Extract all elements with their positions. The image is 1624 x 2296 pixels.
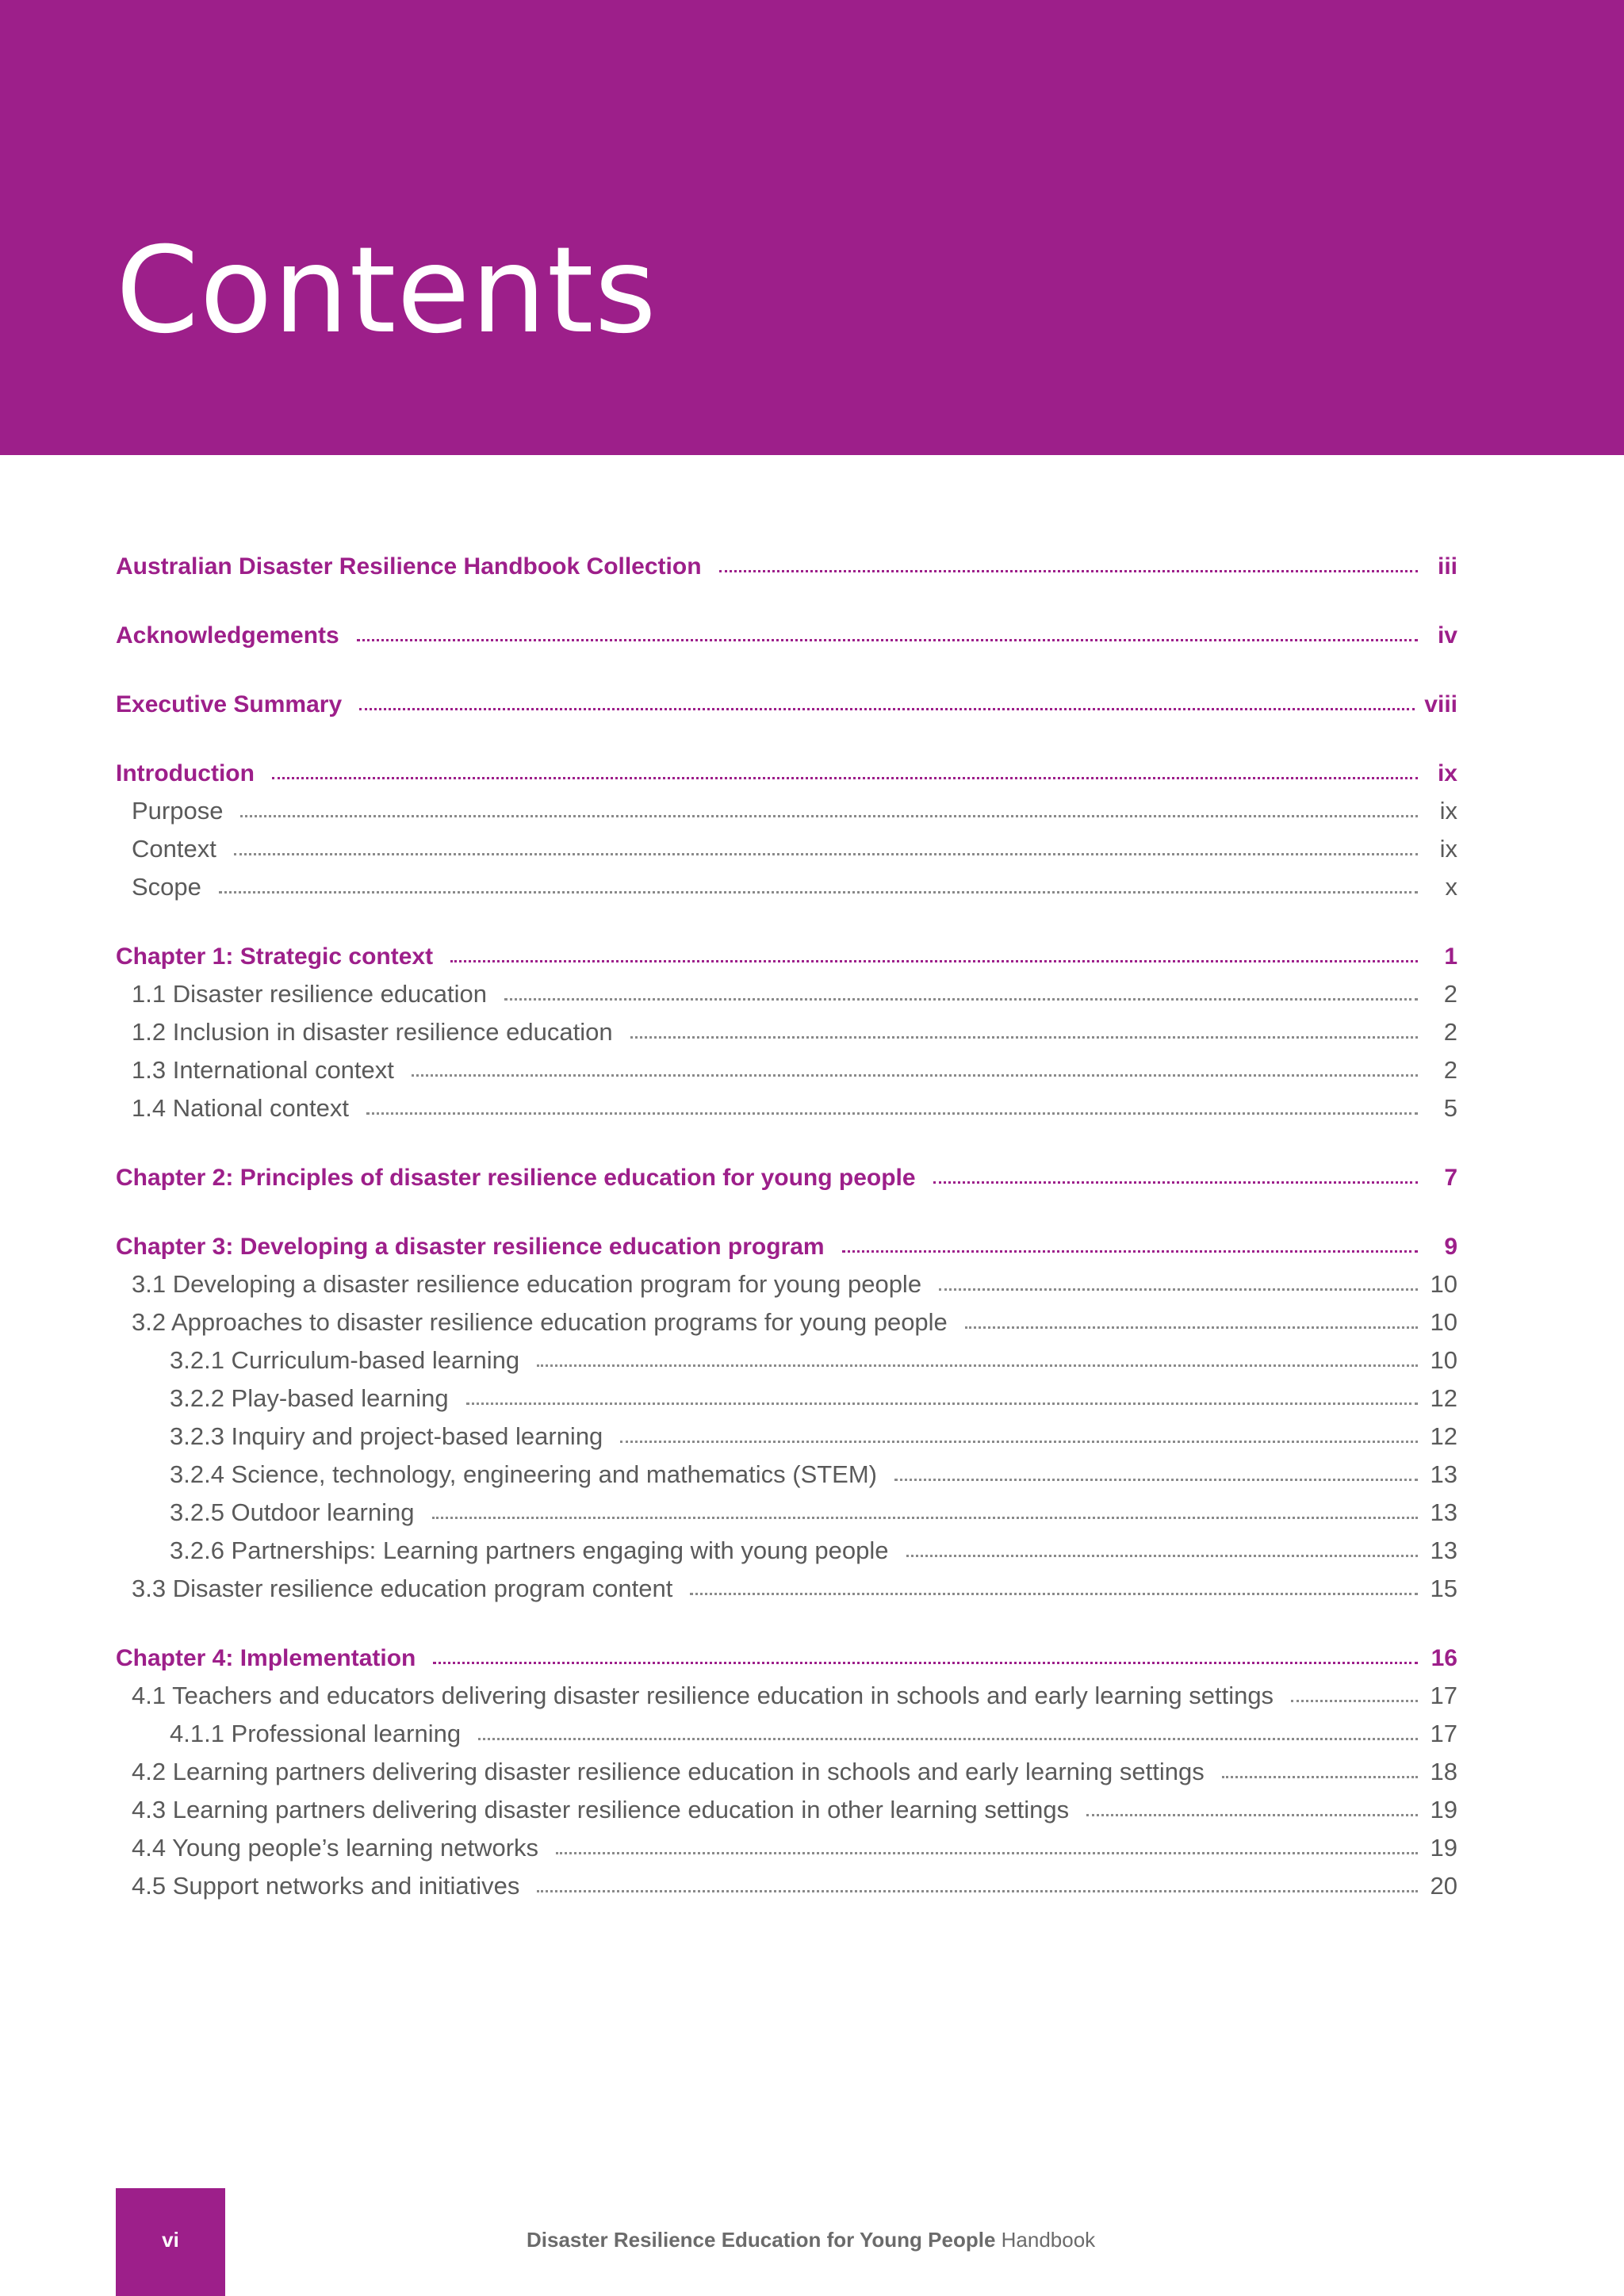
- toc-entry-page: x: [1445, 873, 1457, 901]
- toc-entry-label: Australian Disaster Resilience Handbook Collection: [116, 553, 702, 580]
- toc-entry-label: 3.2.6 Partnerships: Learning partners engaging with young people: [170, 1536, 889, 1564]
- toc-entry[interactable]: [116, 1748, 1457, 1786]
- toc-entry[interactable]: [116, 970, 1457, 1008]
- toc-dot-leader: [556, 1852, 1418, 1854]
- toc-entry-label: 1.1 Disaster resilience education: [132, 980, 488, 1008]
- toc-entry-page: 9: [1444, 1234, 1457, 1260]
- toc-dot-leader: [357, 639, 1418, 641]
- toc-dot-leader: [894, 1479, 1418, 1481]
- toc-dot-leader: [842, 1250, 1418, 1253]
- toc-entry-page: 19: [1430, 1796, 1457, 1823]
- toc-entry[interactable]: [116, 863, 1457, 901]
- toc-entry-page: ix: [1437, 760, 1457, 786]
- toc-entry-label: 1.4 National context: [132, 1094, 350, 1122]
- toc-dot-leader: [433, 1662, 1418, 1664]
- toc-dot-leader: [412, 1074, 1418, 1077]
- toc-dot-leader: [504, 998, 1418, 1001]
- toc-entry-label: 4.1 Teachers and educators delivering disaster resilience education in schools and early learning settings: [132, 1682, 1274, 1709]
- toc-entry[interactable]: [116, 1489, 1457, 1527]
- toc-entry[interactable]: [116, 1047, 1457, 1085]
- toc-entry-page: 17: [1430, 1720, 1457, 1747]
- toc-entry[interactable]: [116, 1085, 1457, 1123]
- toc-entry-label: Acknowledgements: [116, 622, 339, 649]
- toc-entry-label: 1.2 Inclusion in disaster resilience education: [132, 1018, 613, 1046]
- toc-entry[interactable]: [116, 1862, 1457, 1900]
- toc-dot-leader: [537, 1890, 1418, 1892]
- toc-dot-leader: [450, 960, 1418, 962]
- toc-entry-label: 4.1.1 Professional learning: [170, 1720, 462, 1747]
- toc-entry-page: iv: [1437, 622, 1457, 649]
- toc-entry-page: 15: [1430, 1575, 1457, 1602]
- toc-entry-page: 13: [1430, 1498, 1457, 1526]
- toc-entry[interactable]: [116, 1299, 1457, 1337]
- toc-entry-label: Context: [132, 835, 216, 863]
- header-band: [0, 0, 1624, 455]
- toc-entry[interactable]: [116, 787, 1457, 825]
- toc-entry-page: 13: [1430, 1460, 1457, 1488]
- toc-entry[interactable]: [116, 1261, 1457, 1299]
- toc-entry-page: viii: [1424, 691, 1457, 718]
- toc-entry-page: 13: [1430, 1536, 1457, 1564]
- toc-dot-leader: [1086, 1814, 1418, 1816]
- toc-entry-label: 4.3 Learning partners delivering disaster resilience education in other learning settings: [132, 1796, 1070, 1823]
- toc-section-entry[interactable]: [116, 611, 1457, 649]
- toc-entry-label: 3.2 Approaches to disaster resilience education programs for young people: [132, 1308, 948, 1336]
- toc-entry-label: 3.2.5 Outdoor learning: [170, 1498, 415, 1526]
- toc-entry-page: 10: [1430, 1346, 1457, 1374]
- footer-page-number: vi: [162, 2228, 179, 2252]
- toc-entry-page: 12: [1430, 1384, 1457, 1412]
- toc-dot-leader: [630, 1036, 1418, 1039]
- toc-entry-page: 10: [1430, 1270, 1457, 1298]
- toc-entry-page: 5: [1443, 1094, 1457, 1122]
- toc-dot-leader: [366, 1112, 1418, 1115]
- toc-entry-page: 12: [1430, 1422, 1457, 1450]
- toc-entry-label: 3.1 Developing a disaster resilience education program for young people: [132, 1270, 922, 1298]
- toc-entry[interactable]: [116, 1413, 1457, 1451]
- footer-title: [527, 2228, 1095, 2252]
- toc-dot-leader: [620, 1441, 1418, 1443]
- toc-entry-label: Purpose: [132, 797, 224, 825]
- toc-entry-page: iii: [1437, 553, 1457, 580]
- toc-entry-label: 4.4 Young people’s learning networks: [132, 1834, 539, 1862]
- toc-dot-leader: [359, 708, 1415, 710]
- toc-dot-leader: [466, 1402, 1418, 1405]
- toc-entry-label: 4.5 Support networks and initiatives: [132, 1872, 520, 1900]
- toc-entry[interactable]: [116, 825, 1457, 863]
- toc-entry-label: 3.2.1 Curriculum-based learning: [170, 1346, 520, 1374]
- toc-dot-leader: [965, 1326, 1418, 1329]
- toc-entry[interactable]: [116, 1527, 1457, 1565]
- toc-entry[interactable]: [116, 1337, 1457, 1375]
- toc-entry-label: 3.2.4 Science, technology, engineering and mathematics (STEM): [170, 1460, 878, 1488]
- page-title: Contents: [116, 222, 657, 360]
- toc-dot-leader: [478, 1738, 1418, 1740]
- footer-title-bold: Disaster Resilience Education for Young People: [527, 2228, 996, 2252]
- toc-entry-label: Executive Summary: [116, 691, 343, 718]
- toc-section-entry[interactable]: [116, 932, 1457, 970]
- toc-dot-leader: [690, 1593, 1418, 1595]
- toc-dot-leader: [432, 1517, 1419, 1519]
- toc-entry-label: Chapter 2: Principles of disaster resilience education for young people: [116, 1165, 916, 1191]
- toc-entry[interactable]: [116, 1786, 1457, 1824]
- toc-entry[interactable]: [116, 1375, 1457, 1413]
- toc-entry-page: ix: [1439, 835, 1457, 863]
- toc-entry-page: ix: [1439, 797, 1457, 825]
- toc-entry-label: Chapter 3: Developing a disaster resilience education program: [116, 1234, 825, 1260]
- toc-entry-page: 2: [1443, 1018, 1457, 1046]
- toc-section-entry[interactable]: [116, 1154, 1457, 1192]
- toc-entry[interactable]: [116, 1008, 1457, 1047]
- toc-entry-page: 1: [1444, 943, 1457, 970]
- toc-entry[interactable]: [116, 1710, 1457, 1748]
- toc-entry-label: Chapter 4: Implementation: [116, 1645, 416, 1671]
- toc-dot-leader: [906, 1555, 1418, 1557]
- toc-dot-leader: [234, 853, 1418, 855]
- toc-entry-page: 2: [1443, 1056, 1457, 1084]
- toc-dot-leader: [1291, 1700, 1418, 1702]
- toc-entry-label: Scope: [132, 873, 201, 901]
- toc-section-entry[interactable]: [116, 749, 1457, 787]
- toc-dot-leader: [219, 891, 1418, 894]
- toc-entry-page: 2: [1443, 980, 1457, 1008]
- toc-entry-label: Chapter 1: Strategic context: [116, 943, 434, 970]
- toc-entry-page: 18: [1430, 1758, 1457, 1785]
- toc-dot-leader: [537, 1364, 1418, 1367]
- toc-section-entry[interactable]: [116, 1223, 1457, 1261]
- toc-entry-label: Introduction: [116, 760, 255, 786]
- toc-entry[interactable]: [116, 1565, 1457, 1603]
- toc-entry-label: 4.2 Learning partners delivering disaster resilience education in schools and early learning settings: [132, 1758, 1205, 1785]
- toc-entry-page: 7: [1444, 1165, 1457, 1191]
- toc-dot-leader: [240, 815, 1418, 817]
- toc-section-entry[interactable]: [116, 680, 1457, 718]
- toc-entry-label: 1.3 International context: [132, 1056, 394, 1084]
- toc-entry-page: 16: [1431, 1645, 1457, 1671]
- footer-title-rest: Handbook: [995, 2228, 1096, 2252]
- toc-section-entry[interactable]: [116, 542, 1457, 580]
- toc-entry[interactable]: [116, 1672, 1457, 1710]
- toc-dot-leader: [272, 777, 1418, 779]
- toc-entry-label: 3.3 Disaster resilience education program content: [132, 1575, 673, 1602]
- toc-dot-leader: [939, 1288, 1418, 1291]
- toc-entry-label: 3.2.3 Inquiry and project-based learning: [170, 1422, 603, 1450]
- toc-entry-page: 17: [1430, 1682, 1457, 1709]
- toc-entry[interactable]: [116, 1451, 1457, 1489]
- toc-entry-page: 10: [1430, 1308, 1457, 1336]
- toc-section-entry[interactable]: [116, 1634, 1457, 1672]
- toc-dot-leader: [1222, 1776, 1418, 1778]
- toc-entry-page: 19: [1430, 1834, 1457, 1862]
- toc-dot-leader: [933, 1181, 1418, 1184]
- toc-entry-label: 3.2.2 Play-based learning: [170, 1384, 449, 1412]
- toc-dot-leader: [719, 570, 1418, 572]
- toc-entry-page: 20: [1430, 1872, 1457, 1900]
- toc-entry[interactable]: [116, 1824, 1457, 1862]
